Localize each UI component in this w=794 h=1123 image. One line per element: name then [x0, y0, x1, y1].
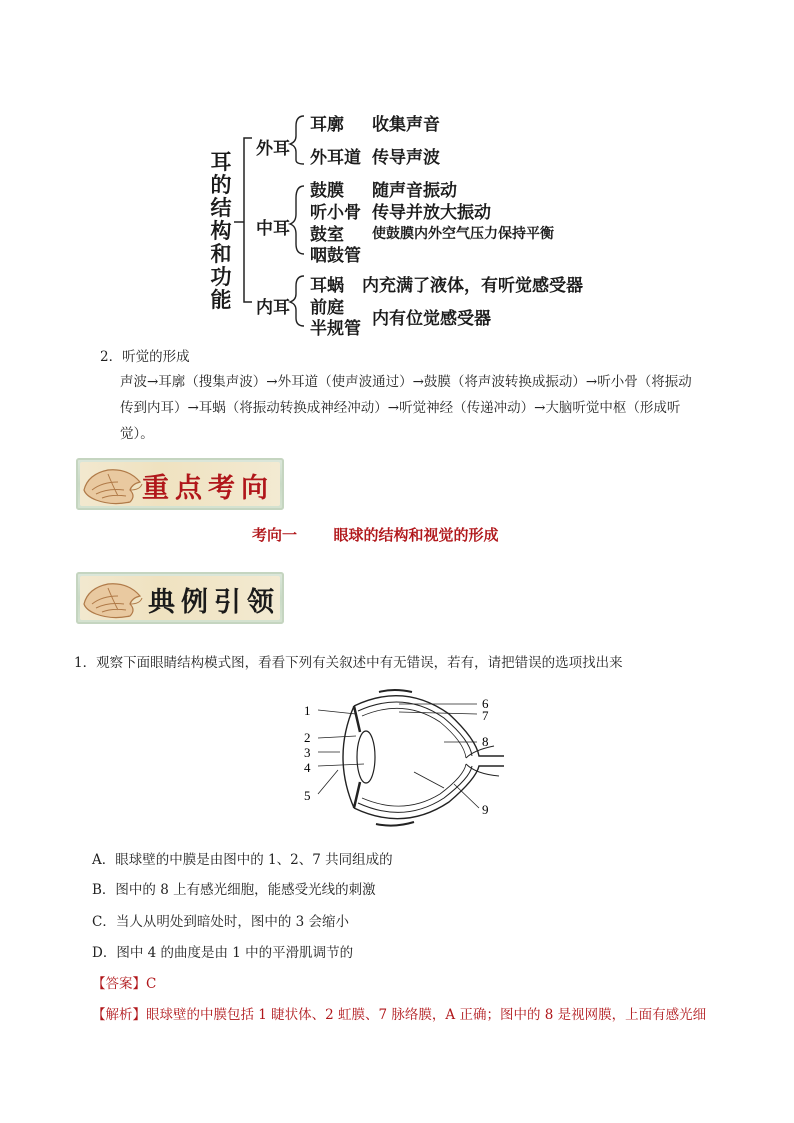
part-ossicles: 听小骨 — [310, 203, 361, 223]
eye-label-7: 7 — [482, 708, 489, 723]
eye-label-9: 9 — [482, 802, 489, 817]
eye-structure-diagram — [294, 684, 504, 829]
part-vestibule: 前庭 — [310, 298, 344, 318]
func-vestibule: 内有位觉感受器 — [372, 309, 491, 329]
analysis-text: 眼球壁的中膜包括 1 睫状体、2 虹膜、7 脉络膜，A 正确；图中的 8 是视网膜，上面有感光细 — [146, 1007, 707, 1023]
part-eustachian-tube: 咽鼓管 — [310, 246, 361, 266]
option-c: C．当人从明处到暗处时，图中的 3 会缩小 — [92, 914, 350, 930]
banner-title: 典例引领 — [148, 587, 280, 618]
option-b: B．图中的 8 上有感光细胞，能感受光线的刺激 — [92, 882, 376, 898]
part-tympanic-cavity: 鼓室 — [310, 225, 344, 245]
answer-line — [92, 972, 156, 992]
func-auricle: 收集声音 — [372, 115, 440, 135]
hearing-line-1: 声波→耳廓（搜集声波）→外耳道（使声波通过）→鼓膜（将声波转换成振动）→听小骨（将振动 — [120, 374, 692, 390]
topic-title: 眼球的结构和视觉的形成 — [333, 526, 499, 544]
eye-label-5: 5 — [304, 788, 311, 803]
analysis-tag: 【解析】 — [92, 1007, 146, 1023]
eye-label-2: 2 — [304, 730, 311, 745]
eye-label-3: 3 — [304, 745, 311, 760]
section-banner-key-points — [76, 458, 284, 510]
middle-ear-label: 中耳 — [256, 219, 290, 239]
topic-heading — [252, 524, 499, 545]
func-ear-canal: 传导声波 — [372, 148, 440, 168]
diagram-title: 耳的结构和功能 — [210, 150, 232, 312]
hearing-process — [120, 369, 726, 447]
outer-ear-label: 外耳 — [256, 139, 290, 159]
func-ossicles: 传导并放大振动 — [372, 203, 491, 223]
answer-tag: 【答案】 — [92, 976, 146, 992]
eye-label-8: 8 — [482, 734, 489, 749]
answer-value: C — [146, 976, 157, 992]
func-eardrum: 随声音振动 — [372, 181, 457, 201]
hearing-heading: 2．听觉的形成 — [100, 349, 190, 365]
eye-label-4: 4 — [304, 760, 311, 775]
part-cochlea: 耳蜗 — [310, 276, 344, 296]
topic-prefix: 考向一 — [252, 526, 298, 544]
hearing-line-2: 传到内耳）→耳蜗（将振动转换成神经冲动）→听觉神经（传递冲动）→大脑听觉中枢（形成听 — [120, 400, 681, 416]
eye-label-6: 6 — [482, 696, 489, 711]
section-banner-examples — [76, 572, 284, 624]
analysis-line — [92, 1003, 706, 1023]
conch-shell-icon — [78, 460, 146, 508]
func-tympanic-cavity: 使鼓膜内外空气压力保持平衡 — [372, 226, 554, 242]
inner-ear-label: 内耳 — [256, 298, 290, 318]
part-eardrum: 鼓膜 — [310, 181, 344, 201]
part-ear-canal: 外耳道 — [310, 148, 361, 168]
func-cochlea: 内充满了液体，有听觉感受器 — [362, 276, 583, 296]
part-semicircular-canals: 半规管 — [310, 319, 361, 339]
option-a: A．眼球壁的中膜是由图中的 1、2、7 共同组成的 — [92, 852, 393, 868]
question-stem: 1．观察下面眼睛结构模式图，看看下列有关叙述中有无错误，若有，请把错误的选项找出来 — [74, 655, 623, 671]
option-d: D．图中 4 的曲度是由 1 中的平滑肌调节的 — [92, 945, 354, 961]
part-auricle: 耳廓 — [310, 115, 344, 135]
conch-shell-icon — [78, 574, 146, 622]
banner-title: 重点考向 — [142, 473, 274, 504]
hearing-line-3: 觉）。 — [120, 426, 154, 442]
eye-label-1: 1 — [304, 703, 311, 718]
